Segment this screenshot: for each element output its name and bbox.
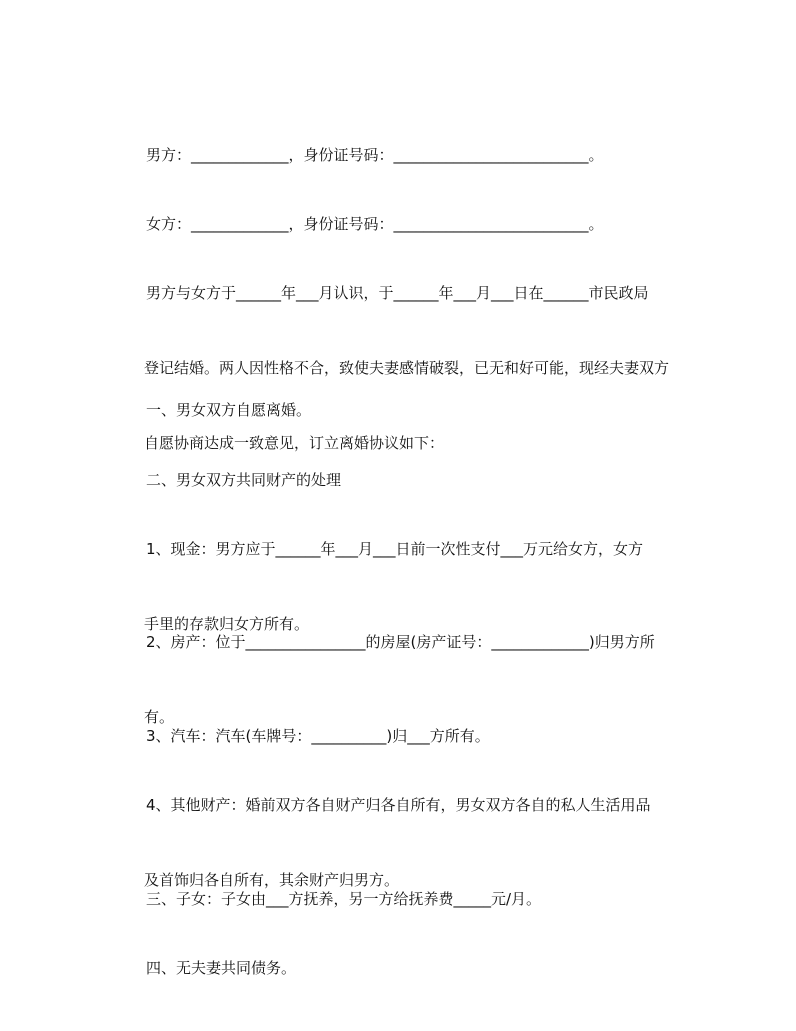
text-line: 有。 bbox=[144, 708, 175, 726]
text-line: 三、子女：子女由___方抚养，另一方给抚养费_____元/月。 bbox=[146, 890, 542, 908]
text-line: 1、现金：男方应于______年___月___日前一次性支付___万元给女方，女方 bbox=[146, 540, 644, 558]
text-line: 二、男女双方共同财产的处理 bbox=[146, 471, 342, 489]
text-line: 男方与女方于______年___月认识，于______年___月___日在______市民政局 bbox=[146, 284, 649, 302]
text-line: 男方：_____________，身份证号码：__________________________。 bbox=[146, 146, 604, 164]
text-line: 2、房产：位于________________的房屋(房产证号：_____________)归男方所 bbox=[146, 633, 655, 651]
clause-4-debts-paragraph bbox=[146, 906, 678, 1031]
text-line: 手里的存款归女方所有。 bbox=[144, 615, 310, 633]
text-line: 女方：_____________，身份证号码：__________________________。 bbox=[146, 215, 604, 233]
text-line: 四、无夫妻共同债务。 bbox=[146, 959, 297, 977]
text-line: 4、其他财产：婚前双方各自财产归各自所有，男女双方各自的私人生活用品 bbox=[146, 796, 651, 814]
text-line: 登记结婚。两人因性格不合，致使夫妻感情破裂，已无和好可能，现经夫妻双方 bbox=[144, 359, 670, 377]
text-line: 一、男女双方自愿离婚。 bbox=[146, 401, 312, 419]
text-line: 3、汽车：汽车(车牌号：__________)归___方所有。 bbox=[146, 727, 490, 745]
text-line: 自愿协商达成一致意见，订立离婚协议如下： bbox=[144, 434, 445, 452]
text-line: 及首饰归各自所有，其余财产归男方。 bbox=[144, 871, 400, 889]
